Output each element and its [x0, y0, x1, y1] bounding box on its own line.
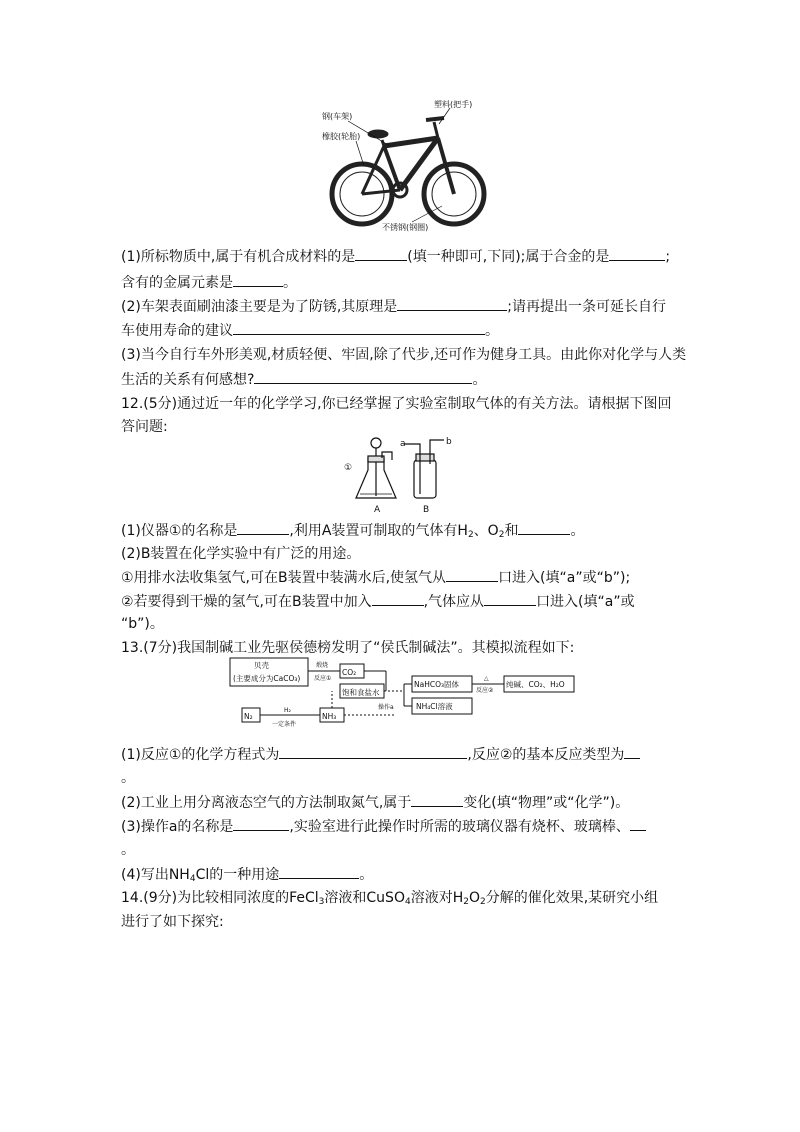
label-a: a: [400, 439, 406, 449]
q13-part2: [121, 792, 681, 813]
flow-shell-2: (主要成分为CaCO₃): [233, 674, 301, 683]
q14-text-f: 进行了如下探究:: [121, 914, 224, 930]
q12-p1-text-b: ,利用A装置可制取的气体有H: [289, 523, 468, 539]
flow-r1-b: 反应①: [314, 675, 332, 682]
caption-B: B: [423, 505, 430, 514]
flow-n2: N₂: [244, 712, 253, 721]
q13-part3: [121, 816, 681, 837]
q12-p22-blank-2[interactable]: [484, 591, 536, 606]
q12-p1-text-c: 、O: [473, 523, 499, 539]
q13-p1-blank-2[interactable]: [624, 744, 640, 759]
flow-cond: 一定条件: [272, 721, 297, 728]
apparatus-figure: [340, 436, 466, 514]
q13-p3-blank-1[interactable]: [233, 816, 289, 831]
q14-text-c: 溶液对H: [410, 890, 464, 906]
q14-text-d: O: [468, 890, 480, 906]
q13-p2-text-a: (2)工业上用分离液态空气的方法制取氮气,属于: [121, 795, 412, 811]
q14-text-e: 分解的催化效果,某研究小组: [485, 890, 659, 906]
q12-p1-blank-2[interactable]: [518, 520, 570, 535]
q13-p4-text-a: (4)写出NH: [121, 867, 190, 883]
q12-p1-text-d: 和: [504, 523, 519, 539]
q12-intro-line1: [121, 394, 681, 414]
q11-p1-blank-3[interactable]: [233, 272, 283, 287]
q12-part2-2-cont: [121, 614, 681, 634]
flow-products: 纯碱、CO₂、H₂O: [506, 680, 565, 689]
q12-p21-text-a: ①用排水法收集氢气,可在B装置中装满水后,使氢气从: [121, 570, 447, 586]
q14-text-b: 溶液和CuSO: [324, 890, 405, 906]
q11-p2-text-b: ;请再提出一条可延长自行: [507, 299, 666, 315]
funnel-bulb: [371, 438, 381, 448]
flowchart: [228, 656, 576, 730]
q12-p1-text-a: (1)仪器①的名称是: [121, 523, 238, 539]
q13-p3-text-a: (3)操作a的名称是: [121, 819, 234, 835]
q14-line2: [121, 912, 681, 932]
flow-r1-a: 煅烧: [316, 662, 329, 669]
q12-p21-text-b: 口进入(填“a”或“b”);: [498, 570, 631, 586]
q11-part3-line1: [121, 345, 687, 365]
q13-p2-text-b: 变化(填“物理”或“化学”)。: [463, 795, 630, 811]
q13-p4-text-c: 。: [359, 867, 374, 883]
q12-p22-text-a: ②若要得到干燥的氢气,可在B装置中加入: [121, 594, 372, 610]
q14-line1: 14.(9分)为比较相同浓度的FeCl$_3$溶液和CuSO$_4$溶液对$H_2O_2$分解的催化效果,某研究小组: [121, 890, 659, 907]
q13-p1-text-b: ,反应②的基本反应类型为: [467, 747, 625, 763]
label-circle1: ①: [344, 463, 353, 473]
flow-delta: △: [484, 675, 489, 682]
label-stainless: 不锈钢(钢圈): [382, 223, 429, 232]
q12-intro-line2: [121, 417, 681, 437]
q13-intro-text: 13.(7分)我国制碱工业先驱侯德榜发明了“侯氏制碱法”。其模拟流程如下:: [121, 640, 575, 656]
q14-text-a: 14.(9分)为比较相同浓度的FeCl: [121, 890, 319, 906]
q13-p4-text-b: Cl的一种用途: [195, 867, 280, 883]
bicycle-figure: [322, 96, 492, 232]
q12-p22-text-c: 口进入(填“a”或: [536, 594, 635, 610]
flow-nh3: NH₃: [322, 712, 337, 721]
q11-part1-line1: [121, 246, 681, 267]
q11-p2-text-d: 。: [485, 323, 499, 339]
q13-part4: (4)写出$NH_4Cl$的一种用途 。: [121, 864, 681, 885]
q12-part2: [121, 544, 681, 564]
q13-p2-blank[interactable]: [411, 792, 463, 807]
q13-part1: [121, 744, 681, 765]
q11-p1-text-c: ;: [665, 249, 671, 265]
flow-shell-1: 贝壳: [254, 661, 269, 670]
label-rubber: 橡胶(轮胎): [322, 132, 361, 141]
label-plastic: 塑料(把手): [434, 100, 473, 109]
label-steel: 钢(车架): [322, 112, 353, 121]
q11-part2-line1: [121, 296, 681, 317]
q11-p1-text-d: 含有的金属元素是: [121, 275, 233, 291]
flow-h2: H₂: [284, 707, 291, 714]
flow-r2: 反应②: [476, 687, 494, 694]
q12-p1-text-e: 。: [570, 523, 585, 539]
q11-p1-blank-1[interactable]: [355, 246, 407, 261]
q13-p4-blank[interactable]: [279, 864, 359, 879]
q11-p3-text-c: 。: [472, 372, 487, 388]
q13-part1-cont: [121, 768, 681, 788]
q13-p1-text-c: 。: [121, 770, 135, 786]
q11-p3-text-b: 生活的关系有何感想?: [121, 372, 255, 388]
q13-intro: [121, 638, 681, 658]
q11-p2-blank-1[interactable]: [397, 296, 507, 311]
q13-p1-text-a: (1)反应①的化学方程式为: [121, 747, 280, 763]
q12-intro-text-b: 答问题:: [121, 419, 168, 435]
flow-nh4cl: NH₄Cl溶液: [416, 702, 453, 711]
q12-p22-text-b: ,气体应从: [423, 594, 485, 610]
caption-A: A: [374, 505, 381, 514]
flow-nahco3: NaHCO₃固体: [414, 680, 459, 689]
q13-part3-cont: [121, 840, 681, 860]
q12-part1: (1)仪器①的名称是 ,利用A装置可制取的气体有$H_2$、$O_2$和 。: [121, 520, 681, 541]
flow-brine: 饱和食盐水: [342, 688, 380, 697]
flow-op: 操作a: [378, 704, 394, 711]
q12-p22-text-d: “b”)。: [121, 616, 164, 632]
q13-p3-text-c: 。: [121, 842, 135, 858]
q11-p1-text-b: (填一种即可,下同);属于合金的是: [407, 249, 610, 265]
q12-part2-1: [121, 567, 681, 588]
q13-p1-blank-1[interactable]: [279, 744, 467, 759]
q12-intro-text-a: 12.(5分)通过近一年的化学学习,你已经掌握了实验室制取气体的有关方法。请根据下图回: [121, 396, 672, 412]
q12-p22-blank-1[interactable]: [372, 591, 424, 606]
q11-p1-text-a: (1)所标物质中,属于有机合成材料的是: [121, 249, 356, 265]
q11-p3-text-a: (3)当今自行车外形美观,材质轻便、牢固,除了代步,还可作为健身工具。由此你对化学与人类: [121, 347, 687, 363]
q11-p1-blank-2[interactable]: [609, 246, 665, 261]
q11-p2-text-a: (2)车架表面刷油漆主要是为了防锈,其原理是: [121, 299, 398, 315]
q11-p2-text-c: 车使用寿命的建议: [121, 323, 233, 339]
q12-part2-2: [121, 591, 681, 612]
q11-part1-line2: [121, 272, 681, 293]
gas-bottle: [414, 460, 436, 498]
q11-p3-blank[interactable]: [254, 369, 472, 384]
q13-p3-blank-2[interactable]: [630, 816, 646, 831]
q12-p2-text: (2)B装置在化学实验中有广泛的用途。: [121, 546, 361, 562]
q11-part3-line2: [121, 369, 681, 390]
q13-p3-text-b: ,实验室进行此操作时所需的玻璃仪器有烧杯、玻璃棒、: [289, 819, 630, 835]
q11-p1-text-e: 。: [283, 275, 297, 291]
q12-p1-blank-1[interactable]: [237, 520, 289, 535]
q12-p21-blank[interactable]: [446, 567, 498, 582]
flow-co2: CO₂: [342, 668, 357, 677]
q11-p2-blank-2[interactable]: [233, 320, 485, 335]
label-b: b: [446, 437, 452, 447]
q11-part2-line2: [121, 320, 681, 341]
